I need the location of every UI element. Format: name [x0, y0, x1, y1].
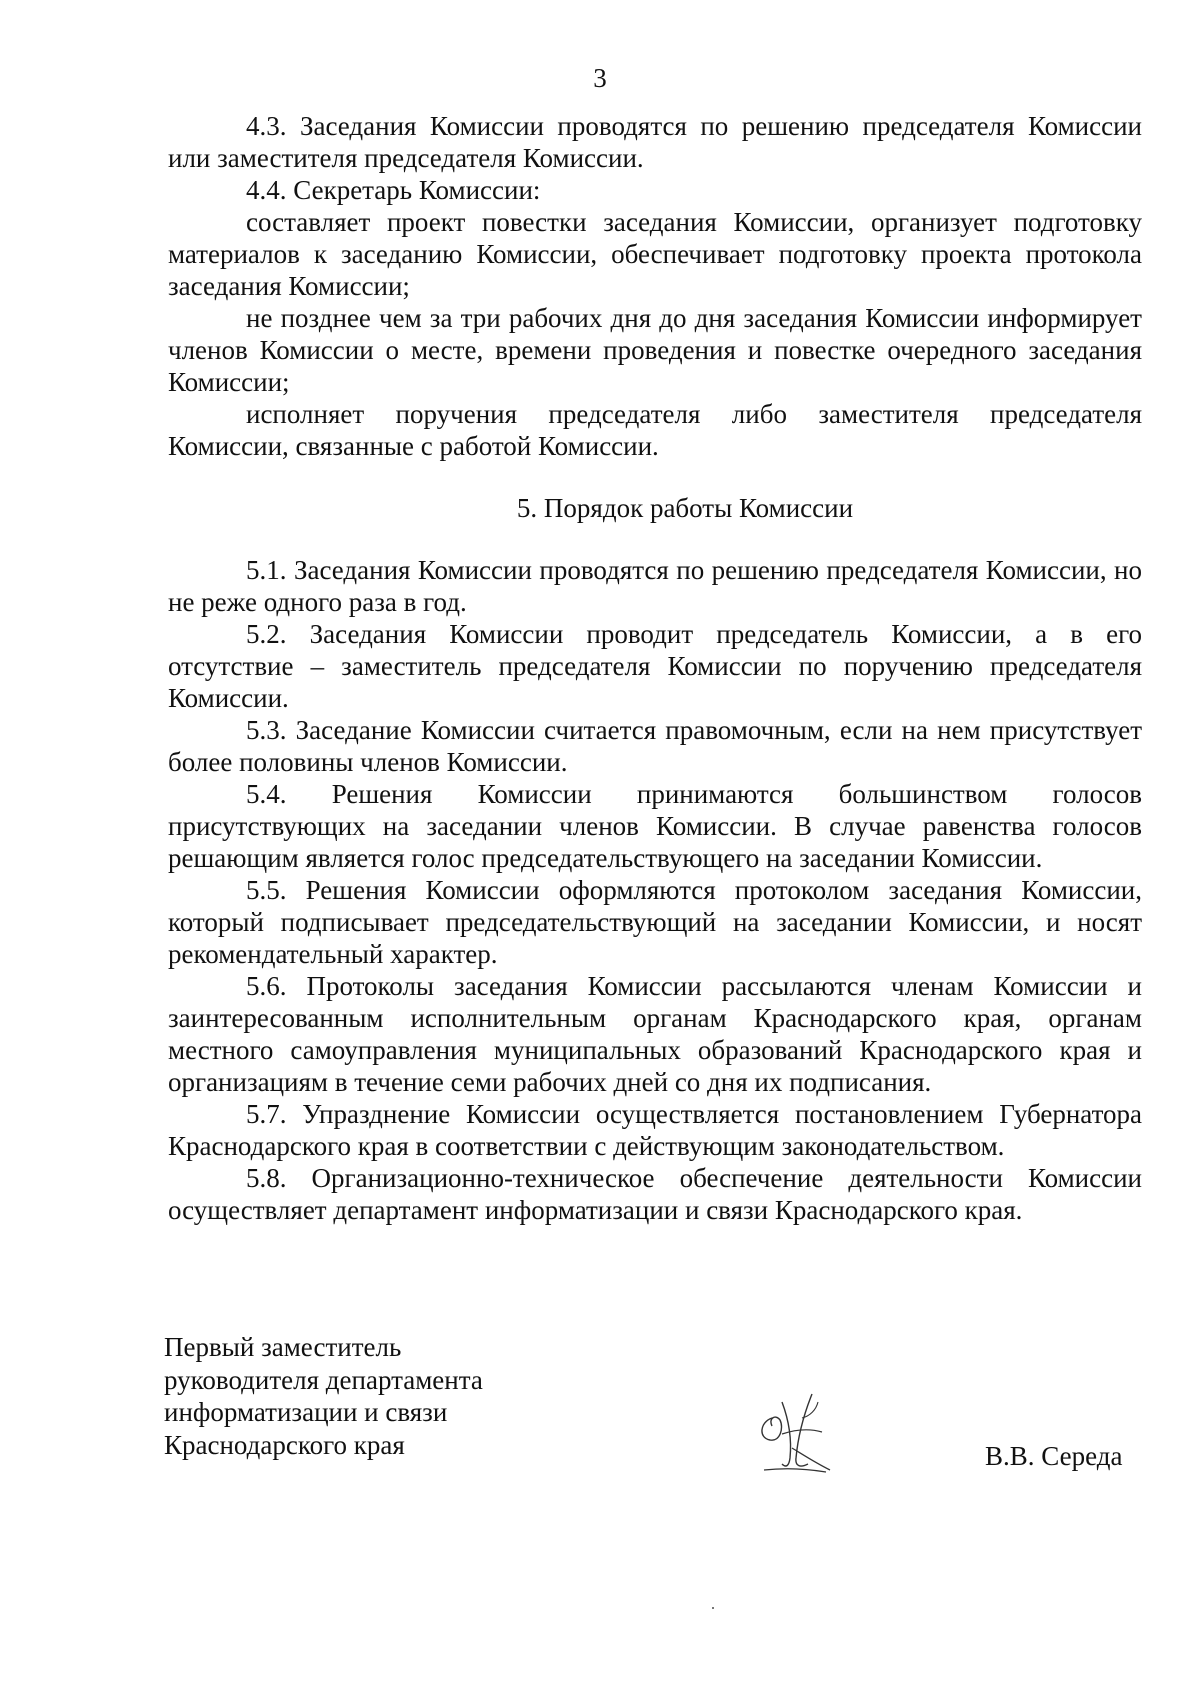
signatory-position-line: информатизации и связи	[164, 1397, 448, 1427]
signatory-position	[164, 1331, 483, 1461]
paragraph-5-5: 5.5. Решения Комиссии оформляются протоколом заседания Комиссии, который подписывает председательствующий на заседании Комиссии, и носят рекомендательный характер.	[168, 875, 1142, 969]
document-body	[168, 110, 1142, 1226]
paragraph-5-4: 5.4. Решения Комиссии принимаются большинством голосов присутствующих на заседании членов Комиссии. В случае равенства голосов решающим является голос председательствующего на заседании Комиссии.	[168, 779, 1142, 873]
paragraph-4-4-item-2: не позднее чем за три рабочих дня до дня заседания Комиссии информирует членов Комиссии о месте, времени проведения и повестке очередного заседания Комиссии;	[168, 303, 1142, 397]
signatory-position-line: Краснодарского края	[164, 1429, 405, 1460]
page-number: 3	[593, 63, 607, 93]
paragraph-4-3: 4.3. Заседания Комиссии проводятся по решению председателя Комиссии или заместителя председателя Комиссии.	[168, 111, 1142, 173]
paragraph-5-1: 5.1. Заседания Комиссии проводятся по решению председателя Комиссии, но не реже одного раза в год.	[168, 555, 1142, 617]
paragraph-4-4: 4.4. Секретарь Комиссии:	[246, 175, 541, 205]
paragraph-4-4-item-3: исполняет поручения председателя либо заместителя председателя Комиссии, связанные с работой Комиссии.	[168, 399, 1142, 461]
paragraph-5-6: 5.6. Протоколы заседания Комиссии рассылаются членам Комиссии и заинтересованным исполнительным органам Краснодарского края, органам местного самоуправления муниципальных образований Краснодарского края и организациям в течение семи рабочих дней со дня их подписания.	[168, 971, 1142, 1097]
paragraph-5-7: 5.7. Упразднение Комиссии осуществляется постановлением Губернатора Краснодарского края в соответствии с действующим законодательством.	[168, 1099, 1142, 1161]
paragraph-5-8: 5.8. Организационно-техническое обеспечение деятельности Комиссии осуществляет департамент информатизации и связи Краснодарского края.	[168, 1163, 1142, 1225]
signatory-name: В.В. Середа	[985, 1441, 1123, 1471]
signatory-position-line: Первый заместитель	[164, 1332, 402, 1362]
scan-speck	[712, 1607, 714, 1609]
paragraph-5-3: 5.3. Заседание Комиссии считается правомочным, если на нем присутствует более половины членов Комиссии.	[168, 715, 1142, 777]
paragraph-5-2: 5.2. Заседания Комиссии проводит председатель Комиссии, а в его отсутствие – заместитель председателя Комиссии по поручению председателя Комиссии.	[168, 619, 1142, 713]
paragraph-4-4-item-1: составляет проект повестки заседания Комиссии, организует подготовку материалов к заседанию Комиссии, обеспечивает подготовку проекта протокола заседания Комиссии;	[168, 207, 1142, 301]
handwritten-signature	[752, 1388, 842, 1478]
signatory-position-line: руководителя департамента	[164, 1364, 483, 1395]
section-title: 5. Порядок работы Комиссии	[516, 493, 854, 523]
